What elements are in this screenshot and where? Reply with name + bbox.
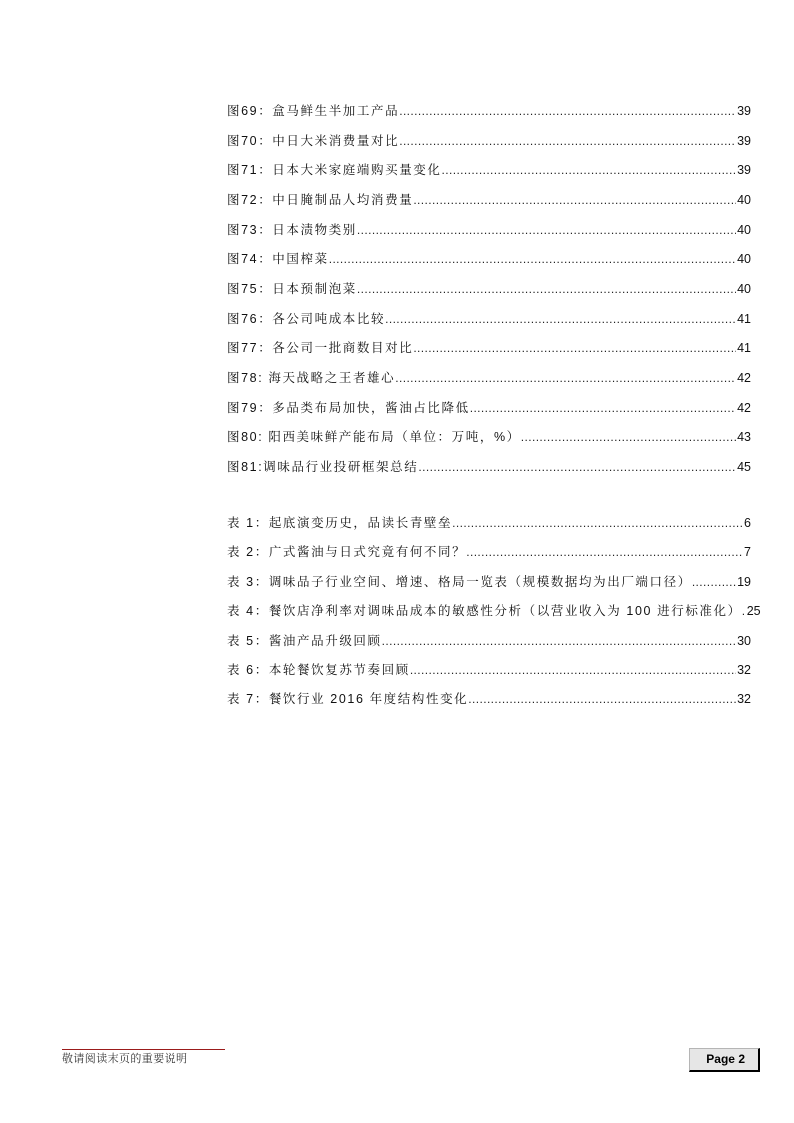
dot-leader (329, 245, 736, 275)
table-page-number: 32 (737, 662, 751, 677)
figure-page-number: 41 (737, 311, 751, 326)
table-list (227, 509, 761, 715)
dot-leader (470, 394, 736, 424)
figure-page-number: 40 (737, 281, 751, 296)
dot-leader (357, 216, 736, 246)
page-number-box: Page 2 (689, 1048, 760, 1072)
table-title: 表 3：调味品子行业空间、增速、格局一览表（规模数据均为出厂端口径） (227, 574, 692, 589)
figure-list (227, 97, 751, 483)
dot-leader (399, 97, 736, 127)
figure-page-number: 40 (737, 192, 751, 207)
footer-disclaimer: 敬请阅读末页的重要说明 (62, 1053, 188, 1065)
figure-title: 图75：日本预制泡菜 (227, 281, 357, 296)
dot-leader (468, 685, 736, 714)
table-entry[interactable] (227, 538, 751, 567)
figure-title: 图69：盒马鲜生半加工产品 (227, 104, 400, 118)
figure-entry[interactable] (227, 394, 751, 424)
dot-leader (382, 627, 736, 656)
table-entry[interactable] (227, 597, 761, 626)
figure-page-number: 40 (737, 222, 751, 237)
figure-title: 图80: 阳西美味鲜产能布局（单位：万吨，%） (227, 430, 521, 445)
table-title: 表 5：酱油产品升级回顾 (227, 633, 382, 648)
dot-leader (452, 509, 743, 538)
dot-leader (395, 364, 736, 394)
table-entry[interactable] (227, 656, 751, 685)
dot-leader (466, 538, 743, 567)
table-page-number: 30 (737, 633, 751, 648)
table-entry[interactable] (227, 627, 751, 656)
dot-leader (521, 423, 736, 453)
table-entry[interactable] (227, 568, 751, 597)
figure-title: 图77：各公司一批商数目对比 (227, 341, 414, 356)
figure-page-number: 41 (737, 341, 751, 356)
figure-title: 图79：多品类布局加快，酱油占比降低 (227, 400, 470, 415)
figure-title: 图78: 海天战略之王者雄心 (227, 370, 396, 385)
figure-page-number: 40 (737, 252, 751, 267)
footer-rule (62, 1049, 225, 1050)
figure-entry[interactable] (227, 275, 751, 305)
figure-page-number: 39 (737, 104, 751, 118)
table-page-number: 6 (744, 516, 751, 530)
figure-title: 图72：中日腌制品人均消费量 (227, 192, 414, 207)
dot-leader (410, 656, 736, 685)
dot-leader (357, 275, 736, 305)
figure-entry[interactable] (227, 216, 751, 246)
table-title: 表 1：起底演变历史，品读长青壁垒 (227, 516, 453, 530)
figure-page-number: 43 (737, 430, 751, 445)
figure-entry[interactable] (227, 364, 751, 394)
table-page-number: 7 (744, 545, 751, 560)
dot-leader (385, 305, 736, 335)
figure-title: 图81:调味品行业投研框架总结 (227, 459, 419, 474)
dot-leader (442, 156, 737, 186)
figure-title: 图71：日本大米家庭端购买量变化 (227, 163, 442, 178)
figure-entry[interactable] (227, 186, 751, 216)
table-entry[interactable] (227, 509, 751, 538)
dot-leader (413, 186, 736, 216)
dot-leader (413, 334, 736, 364)
figure-title: 图70：中日大米消费量对比 (227, 133, 400, 148)
table-page-number: 32 (737, 692, 751, 707)
figure-page-number: 39 (737, 163, 751, 178)
figure-entry[interactable] (227, 97, 751, 127)
figure-entry[interactable] (227, 127, 751, 157)
table-page-number: 25 (746, 604, 761, 619)
figure-entry[interactable] (227, 245, 751, 275)
figure-entry[interactable] (227, 156, 751, 186)
dot-leader (399, 127, 736, 157)
figure-page-number: 42 (737, 370, 751, 385)
dot-leader (418, 453, 736, 483)
table-title: 表 7：餐饮行业 2016 年度结构性变化 (227, 692, 469, 707)
dot-leader (692, 568, 736, 597)
table-title: 表 2：广式酱油与日式究竟有何不同？ (227, 545, 467, 560)
figure-title: 图74：中国榨菜 (227, 252, 329, 267)
figure-page-number: 42 (737, 400, 751, 415)
figure-page-number: 45 (737, 459, 751, 474)
table-page-number: 19 (737, 574, 751, 589)
figure-page-number: 39 (737, 133, 751, 148)
table-title: 表 6：本轮餐饮复苏节奏回顾 (227, 662, 410, 677)
figure-entry[interactable] (227, 305, 751, 335)
table-title: 表 4：餐饮店净利率对调味品成本的敏感性分析（以营业收入为 100 进行标准化） (227, 604, 742, 619)
figure-entry[interactable] (227, 423, 751, 453)
figure-title: 图76：各公司吨成本比较 (227, 311, 386, 326)
figure-entry[interactable] (227, 334, 751, 364)
figure-entry[interactable] (227, 453, 751, 483)
figure-title: 图73：日本渍物类别 (227, 222, 357, 237)
table-entry[interactable] (227, 685, 751, 714)
